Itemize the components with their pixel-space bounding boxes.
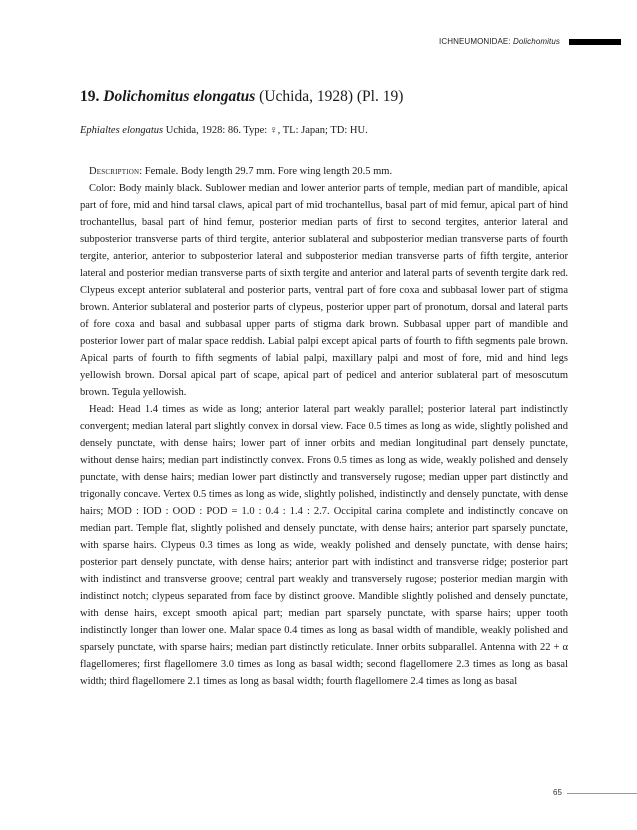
description-intro-text: : Female. Body length 29.7 mm. Fore wing length 20.5 mm.: [139, 166, 393, 177]
synonym-name: Ephialtes elongatus: [80, 125, 164, 136]
header-genus: Dolichomitus: [513, 37, 560, 46]
running-header: [0, 37, 637, 49]
page-number: 65: [553, 788, 562, 797]
description-intro: [80, 163, 568, 180]
species-number: 19.: [80, 88, 100, 105]
running-header-label: [439, 37, 560, 47]
main-content: [80, 87, 568, 690]
species-title: [80, 87, 568, 107]
description-label: Description: [89, 166, 140, 177]
species-name: Dolichomitus elongatus: [103, 88, 256, 105]
color-paragraph: Color: Body mainly black. Sublower median and lower anterior parts of temple, median part of mandible, apical part of fore, mid and hind tarsal claws, apical part of mid trochantellus, basal part of mid femur, apical part of hind trochantellus, basal part of hind femur, posterior median parts of first to second tergites, anterior lateral and subposterior transverse parts of third tergite, anterior sublateral and subposterior median transverse parts of fourth tergite, anterior, anterior to subposterior lateral and subposterior median transverse parts of fifth tergite, anterior lateral and posterior median transverse parts of sixth tergite and anterior and lateral parts of seventh tergite dark red. Clypeus except anterior sublateral and posterior parts, ventral part of fore coxa and subbasal lower part of stigma brown. Anterior sublateral and posterior parts of clypeus, posterior upper part of pronotum, dorsal and lateral parts of fore coxa and basal and subbasal upper parts of stigma dark brown. Subbasal upper part of mandible and posterior lower part of malar space reddish. Labial palpi except apical parts of fourth to fifth segments pale brown. Apical parts of fourth to fifth segments of labial palpi, maxillary palpi and most of fore, mid and hind legs yellowish brown. Dorsal apical part of scape, apical part of pedicel and anterior sublateral part of mesoscutum brown. Tegula yellowish.: [80, 183, 568, 398]
species-author: (Uchida, 1928) (Pl. 19): [255, 88, 404, 105]
header-family: ICHNEUMONIDAE:: [439, 37, 513, 46]
synonym-citation: Uchida, 1928: 86. Type: ♀, TL: Japan; TD: HU.: [163, 125, 368, 136]
synonym-line: [80, 124, 568, 138]
header-bar: [569, 39, 621, 45]
head-paragraph: Head: Head 1.4 times as wide as long; anterior lateral part weakly parallel; posterior lateral part indistinctly convergent; median lateral part slightly convex in dorsal view. Face 0.5 times as long as wide, slightly polished and densely punctate, with dense hairs; lower part of inner orbits and median longitudinal part densely punctate, without dense hairs; median part indistinctly convex. Frons 0.5 times as long as wide, weakly polished and densely punctate, with dense hairs; median lower part distinctly and transversely rugose; median upper part distinctly and trigonally concave. Vertex 0.5 times as long as wide, slightly polished, indistinctly and densely punctate, with dense hairs; MOD : IOD : OOD : POD = 1.0 : 0.4 : 1.4 : 2.7. Occipital carina complete and indistinctly concave on median part. Temple flat, slightly polished and densely punctate, with dense hairs; anterior part sparsely punctate, with sparse hairs. Clypeus 0.3 times as long as wide, weakly polished and densely punctate, with dense hairs; posterior part densely punctate, with dense hairs; anterior part with indistinct and transverse ridge; posterior part with indistinct and transverse groove; central part weakly and transversely rugose; posterior median margin with indistinct notch; clypeus separated from face by distinct groove. Mandible slightly polished and densely punctate, with dense hairs, except smooth apical part; median part sparsely punctate, with sparse hairs; upper tooth indistinctly longer than lower one. Malar space 0.4 times as long as basal width of mandible, weakly polished and sparsely punctate, with sparse hairs; median part distinctly reticulate. Inner orbits subparallel. Antenna with 22 + α flagellomeres; first flagellomere 3.0 times as long as basal width; second flagellomere 2.3 times as long as basal width; third flagellomere 2.1 times as long as basal width; fourth flagellomere 2.4 times as long as basal: [80, 404, 568, 687]
description: [80, 163, 568, 690]
page-rule: [567, 793, 637, 794]
